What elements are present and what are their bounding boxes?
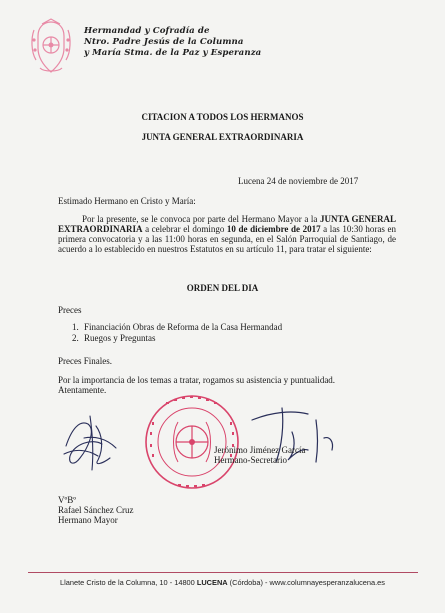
body-text-2: a celebrar el domingo (142, 224, 227, 234)
footer (0, 578, 445, 587)
heading-citation: CITACION A TODOS LOS HERMANOS (141, 112, 304, 122)
letterhead-line-3: y María Stma. de la Paz y Esperanza (84, 48, 262, 58)
footer-address: Llanete Cristo de la Columna, 10 - 14800 (60, 578, 197, 587)
agenda-title: ORDEN DEL DIA (186, 283, 259, 293)
heading-assembly: JUNTA GENERAL EXTRAORDINARIA (141, 132, 304, 142)
letterhead-line-1: Hermandad y Cofradía de (84, 26, 210, 36)
closing-regards: Atentamente. (58, 385, 107, 395)
body-bold-2: 10 de diciembre de 2017 (226, 224, 321, 234)
crest-emblem (28, 18, 74, 76)
secretary-block (214, 445, 305, 465)
list-item (72, 333, 282, 344)
list-item-text: Financiación Obras de Reforma de la Casa Hermandad (84, 322, 283, 332)
footer-divider (28, 572, 418, 573)
agenda-list (72, 322, 282, 344)
body-text-1: Por la presente, se le convoca por parte del Hermano Mayor a la (82, 214, 321, 224)
approval-role: Hermano Mayor (58, 515, 118, 525)
signature-hermano-mayor (58, 408, 138, 478)
footer-rest: (Córdoba) - www.columnayesperanzalucena.es (227, 578, 385, 587)
closing-line: Por la importancia de los temas a tratar, rogamos su asistencia y puntualidad. (58, 375, 336, 385)
list-item-number: 1. (72, 322, 79, 332)
body-text-3: a las 10:30 horas en primera convocatoria y a las 11:00 horas en segunda, en el Salón Parroquial de Santiago, de acuerdo a lo establecido en nuestros Estatutos en su artículo 11, para tratar el siguiente: (58, 224, 397, 254)
secretary-name: Jerónimo Jiménez García (214, 445, 306, 455)
letterhead (84, 26, 374, 59)
approval-name: Rafael Sánchez Cruz (58, 505, 134, 515)
preces-finales: Preces Finales. (58, 356, 112, 366)
signature-secretary (232, 398, 342, 478)
body-paragraph (58, 214, 396, 254)
salutation: Estimado Hermano en Cristo y María: (58, 196, 196, 206)
secretary-role: Hermano-Secretario (214, 455, 287, 465)
list-item-text: Ruegos y Preguntas (84, 333, 156, 343)
list-item (72, 322, 282, 333)
letter-date: Lucena 24 de noviembre de 2017 (238, 176, 359, 186)
letterhead-line-2: Ntro. Padre Jesús de la Columna (84, 37, 244, 47)
seal-stamp (142, 392, 242, 492)
body-bold-1: JUNTA GENERAL EXTRAORDINARIA (58, 214, 396, 234)
approval-label: VºBº (58, 495, 77, 505)
preces-label: Preces (58, 305, 82, 315)
footer-city: LUCENA (196, 578, 228, 587)
approval-block (58, 495, 133, 525)
list-item-number: 2. (72, 333, 79, 343)
